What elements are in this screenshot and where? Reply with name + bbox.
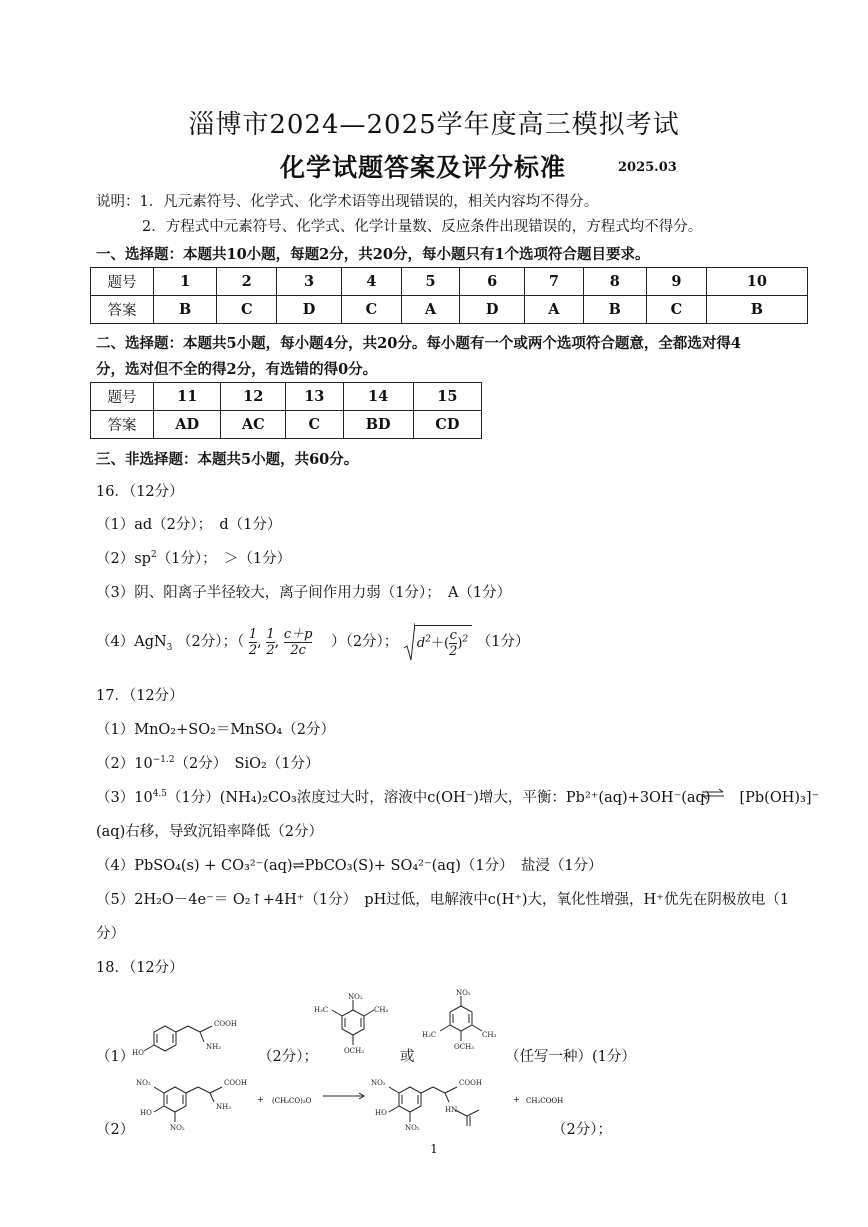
q18-title: 18．（12分）	[96, 960, 184, 976]
svg-text:NO₂: NO₂	[456, 989, 471, 997]
svg-text:CH₃COOH: CH₃COOH	[526, 1097, 564, 1105]
q16-title: 16．（12分）	[96, 484, 184, 500]
fraction: $\frac{c+p}{2c}$	[283, 626, 313, 658]
equilibrium-arrow-icon	[701, 787, 725, 801]
page-subtitle: 化学试题答案及评分标准	[280, 153, 567, 182]
q17-line4: （4）PbSO₄(s) + CO₃²⁻(aq)⇌PbCO₃(S)+ SO₄²⁻(aq)（1分） 盐浸（1分）	[96, 858, 603, 874]
fraction: $\frac{1}{2}$	[266, 626, 275, 658]
svg-text:NH₂: NH₂	[206, 1043, 222, 1051]
table-cell: 10	[706, 268, 807, 296]
svg-text:NO₂: NO₂	[405, 1124, 420, 1132]
sqrt-expression: $d^2+$( $\frac{c}{2}$ )$^2$	[403, 622, 472, 662]
q17-line5: （5）2H₂O－4e⁻＝ O₂↑+4H⁺（1分） pH过低，电解液中c(H⁺)大，氧化性增强，H⁺优先在阴极放电（1	[96, 892, 790, 908]
svg-text:(CH₃CO)₂O: (CH₃CO)₂O	[272, 1097, 312, 1105]
svg-text:HO: HO	[132, 1049, 144, 1057]
svg-text:+: +	[513, 1095, 520, 1104]
q17-line5-cont: 分）	[96, 926, 125, 942]
q16-line2: $(2)sp^2(1$分）； ＞（1分）	[96, 550, 292, 567]
svg-text:NH₂: NH₂	[216, 1103, 232, 1111]
svg-text:OCH₃: OCH₃	[454, 1043, 475, 1051]
table-cell: 3	[277, 268, 342, 296]
section2-answer-table	[90, 382, 482, 439]
svg-text:NO₂: NO₂	[170, 1124, 185, 1132]
page-title: 淄博市2024—2025学年度高三模拟考试	[188, 110, 680, 140]
section2-heading-line1: 二、选择题：本题共5小题，每小题4分，共20分。每小题有一个或两个选项符合题意，全都选对得4	[96, 335, 741, 352]
table-cell: 15	[413, 383, 481, 411]
svg-text:NO₂: NO₂	[371, 1079, 386, 1087]
svg-text:HO: HO	[140, 1109, 152, 1117]
q18-line1-label: （1）	[96, 1049, 135, 1065]
svg-text:+: +	[257, 1095, 264, 1104]
svg-text:COOH: COOH	[224, 1079, 247, 1087]
svg-text:HO: HO	[375, 1109, 387, 1117]
dinitro-tyrosine-structure-icon	[130, 1070, 260, 1132]
table-row	[91, 268, 808, 296]
q17-line3: $(3)10^{4.5}(1$分）(NH₄)₂CO₃浓度过大时，溶液中c(OH⁻)增大，平衡：Pb²⁺(aq)+3OH⁻(aq) [Pb(OH)₃]⁻	[96, 789, 820, 806]
table-cell: A	[525, 296, 584, 324]
svg-text:CH₃: CH₃	[374, 1006, 389, 1014]
svg-text:H₃C: H₃C	[314, 1006, 329, 1014]
nitro-dimethyl-anisole-structure-icon	[312, 990, 394, 1062]
table-cell: 14	[343, 383, 413, 411]
table-cell: A	[401, 296, 460, 324]
table-cell: BD	[343, 411, 413, 439]
table-cell: C	[341, 296, 401, 324]
svg-text:CH₃: CH₃	[482, 1031, 497, 1039]
table-cell: 答案	[91, 296, 154, 324]
plus-sign-icon	[512, 1094, 522, 1104]
q18-line1-note: （任写一种）(1分）	[505, 1049, 636, 1065]
svg-text:HN: HN	[445, 1106, 458, 1114]
q18-line1-or: 或	[400, 1049, 415, 1065]
radical-sign-icon	[403, 622, 415, 662]
nitro-dimethyl-anisole-isomer-structure-icon	[420, 986, 502, 1058]
exam-date: 2025.03	[618, 160, 677, 175]
page-number: 1	[430, 1142, 438, 1156]
table-row	[91, 296, 808, 324]
table-cell: CD	[413, 411, 481, 439]
svg-text:COOH: COOH	[459, 1079, 482, 1087]
q18-line1-score: （2分）；	[258, 1049, 318, 1065]
section3-heading: 三、非选择题：本题共5小题，共60分。	[96, 451, 359, 468]
table-row	[91, 411, 482, 439]
table-cell: C	[217, 296, 277, 324]
table-cell: 4	[341, 268, 401, 296]
table-cell: 答案	[91, 411, 154, 439]
table-cell: AD	[154, 411, 221, 439]
table-cell: 1	[154, 268, 217, 296]
table-cell: 9	[646, 268, 706, 296]
q16-line1: （1）ad（2分）； d（1分）	[96, 517, 282, 533]
acetic-anhydride-formula	[270, 1094, 330, 1106]
q17-line1: （1）MnO₂+SO₂＝MnSO₄（2分）	[96, 722, 335, 738]
q18-line2-label: （2）	[96, 1122, 135, 1138]
note-1: 说明：1．凡元素符号、化学式、化学术语等出现错误的，相关内容均不得分。	[96, 194, 599, 210]
table-cell: 题号	[91, 268, 154, 296]
table-cell: 7	[525, 268, 584, 296]
acetic-acid-formula	[524, 1094, 584, 1106]
q17-title: 17．（12分）	[96, 688, 184, 704]
note-2: 2．方程式中元素符号、化学式、化学计量数、反应条件出现错误的，方程式均不得分。	[142, 219, 703, 235]
section2-heading-line2: 分，选对但不全的得2分，有选错的得0分。	[96, 361, 378, 378]
table-cell: 6	[460, 268, 525, 296]
q16-line3: （3）阴、阳离子半径较大，离子间作用力弱（1分）； A（1分）	[96, 585, 512, 601]
table-cell: 12	[221, 383, 286, 411]
svg-text:NO₂: NO₂	[136, 1079, 151, 1087]
note-label: 说明：	[96, 194, 140, 210]
tyrosine-structure-icon	[130, 1010, 260, 1062]
q17-line2: $(2)10^{-1.2}(2$分） SiO₂（1分）	[96, 755, 320, 772]
table-cell: 8	[583, 268, 646, 296]
table-cell: B	[706, 296, 807, 324]
table-cell: C	[646, 296, 706, 324]
plus-sign-icon	[256, 1094, 266, 1104]
table-cell: AC	[221, 411, 286, 439]
reaction-arrow-icon	[322, 1092, 366, 1100]
svg-text:OCH₃: OCH₃	[344, 1047, 365, 1055]
table-cell: B	[583, 296, 646, 324]
table-cell: C	[286, 411, 344, 439]
table-cell: 2	[217, 268, 277, 296]
table-row	[91, 383, 482, 411]
svg-text:NO₂: NO₂	[348, 993, 363, 1001]
table-cell: 题号	[91, 383, 154, 411]
section1-heading: 一、选择题：本题共10小题，每题2分，共20分，每小题只有1个选项符合题目要求。	[96, 246, 650, 263]
q16-line4: （4）AgN$_3$ （2分）；（ $\frac{1}{2}$ , $\frac{1}{2}$ , $\frac{c+p}{2c}$ ）（2分）； $d^2+$( $\frac{c}{2}$ )$^2$ （1分）	[96, 622, 530, 662]
svg-text:COOH: COOH	[214, 1020, 237, 1028]
table-cell: 11	[154, 383, 221, 411]
table-cell: 5	[401, 268, 460, 296]
q17-line3-cont: (aq)右移，导致沉铅率降低（2分）	[96, 824, 323, 840]
table-cell: 13	[286, 383, 344, 411]
svg-text:H₃C: H₃C	[422, 1031, 437, 1039]
section1-answer-table	[90, 267, 808, 324]
fraction: $\frac{1}{2}$	[248, 626, 258, 658]
table-cell: D	[277, 296, 342, 324]
table-cell: D	[460, 296, 525, 324]
table-cell: B	[154, 296, 217, 324]
q18-line2-score: （2分）；	[552, 1122, 612, 1138]
acetylated-dinitro-tyrosine-structure-icon	[365, 1070, 505, 1136]
